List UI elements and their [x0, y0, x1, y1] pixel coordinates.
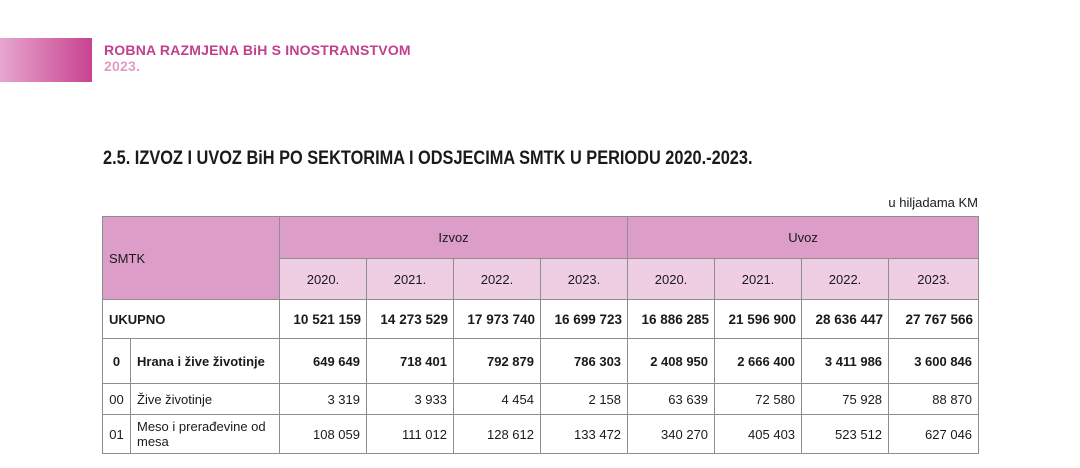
year-header: 2022. — [802, 259, 889, 300]
table-row — [103, 384, 979, 415]
year-header: 2022. — [454, 259, 541, 300]
row-code: 01 — [103, 415, 131, 454]
section-heading: 2.5. IZVOZ I UVOZ BiH PO SEKTORIMA I ODSJECIMA SMTK U PERIODU 2020.-2023. — [103, 148, 753, 169]
table-cell: 21 596 900 — [715, 300, 802, 339]
table-cell: 88 870 — [889, 384, 979, 415]
table-cell: 16 886 285 — [628, 300, 715, 339]
export-header: Izvoz — [280, 217, 628, 259]
table-cell: 4 454 — [454, 384, 541, 415]
table-row-total — [103, 300, 979, 339]
import-header: Uvoz — [628, 217, 979, 259]
table-cell: 718 401 — [367, 339, 454, 384]
year-header: 2020. — [628, 259, 715, 300]
year-header: 2023. — [889, 259, 979, 300]
table-cell: 2 158 — [541, 384, 628, 415]
smtk-header: SMTK — [103, 217, 280, 300]
table-cell: 340 270 — [628, 415, 715, 454]
row-name: Hrana i žive životinje — [131, 339, 280, 384]
total-label: UKUPNO — [103, 300, 280, 339]
table-cell: 133 472 — [541, 415, 628, 454]
table-cell: 792 879 — [454, 339, 541, 384]
table-cell: 2 666 400 — [715, 339, 802, 384]
table-cell: 786 303 — [541, 339, 628, 384]
table-cell: 3 600 846 — [889, 339, 979, 384]
table-row — [103, 415, 979, 454]
header-accent-bar — [0, 38, 92, 82]
year-header: 2021. — [715, 259, 802, 300]
table-cell: 75 928 — [802, 384, 889, 415]
report-title — [104, 42, 411, 74]
table-cell: 649 649 — [280, 339, 367, 384]
table-cell: 17 973 740 — [454, 300, 541, 339]
row-code: 0 — [103, 339, 131, 384]
table-cell: 3 411 986 — [802, 339, 889, 384]
row-code: 00 — [103, 384, 131, 415]
table-cell: 10 521 159 — [280, 300, 367, 339]
unit-note: u hiljadama KM — [888, 195, 978, 210]
table-row — [103, 339, 979, 384]
report-title-line1: ROBNA RAZMJENA BiH S INOSTRANSTVOM — [104, 42, 411, 58]
table-cell: 405 403 — [715, 415, 802, 454]
table-cell: 14 273 529 — [367, 300, 454, 339]
year-header: 2020. — [280, 259, 367, 300]
table-header-row — [103, 217, 979, 259]
table-cell: 28 636 447 — [802, 300, 889, 339]
table-cell: 72 580 — [715, 384, 802, 415]
smtk-table — [102, 216, 979, 454]
table-cell: 3 933 — [367, 384, 454, 415]
table-cell: 3 319 — [280, 384, 367, 415]
table-cell: 111 012 — [367, 415, 454, 454]
table-cell: 16 699 723 — [541, 300, 628, 339]
report-title-year: 2023. — [104, 58, 141, 74]
table-cell: 128 612 — [454, 415, 541, 454]
table-cell: 627 046 — [889, 415, 979, 454]
table-cell: 63 639 — [628, 384, 715, 415]
table-cell: 2 408 950 — [628, 339, 715, 384]
year-header: 2021. — [367, 259, 454, 300]
table-cell: 27 767 566 — [889, 300, 979, 339]
row-name: Žive životinje — [131, 384, 280, 415]
row-name: Meso i prerađevine od mesa — [131, 415, 280, 454]
year-header: 2023. — [541, 259, 628, 300]
table-cell: 523 512 — [802, 415, 889, 454]
table-cell: 108 059 — [280, 415, 367, 454]
